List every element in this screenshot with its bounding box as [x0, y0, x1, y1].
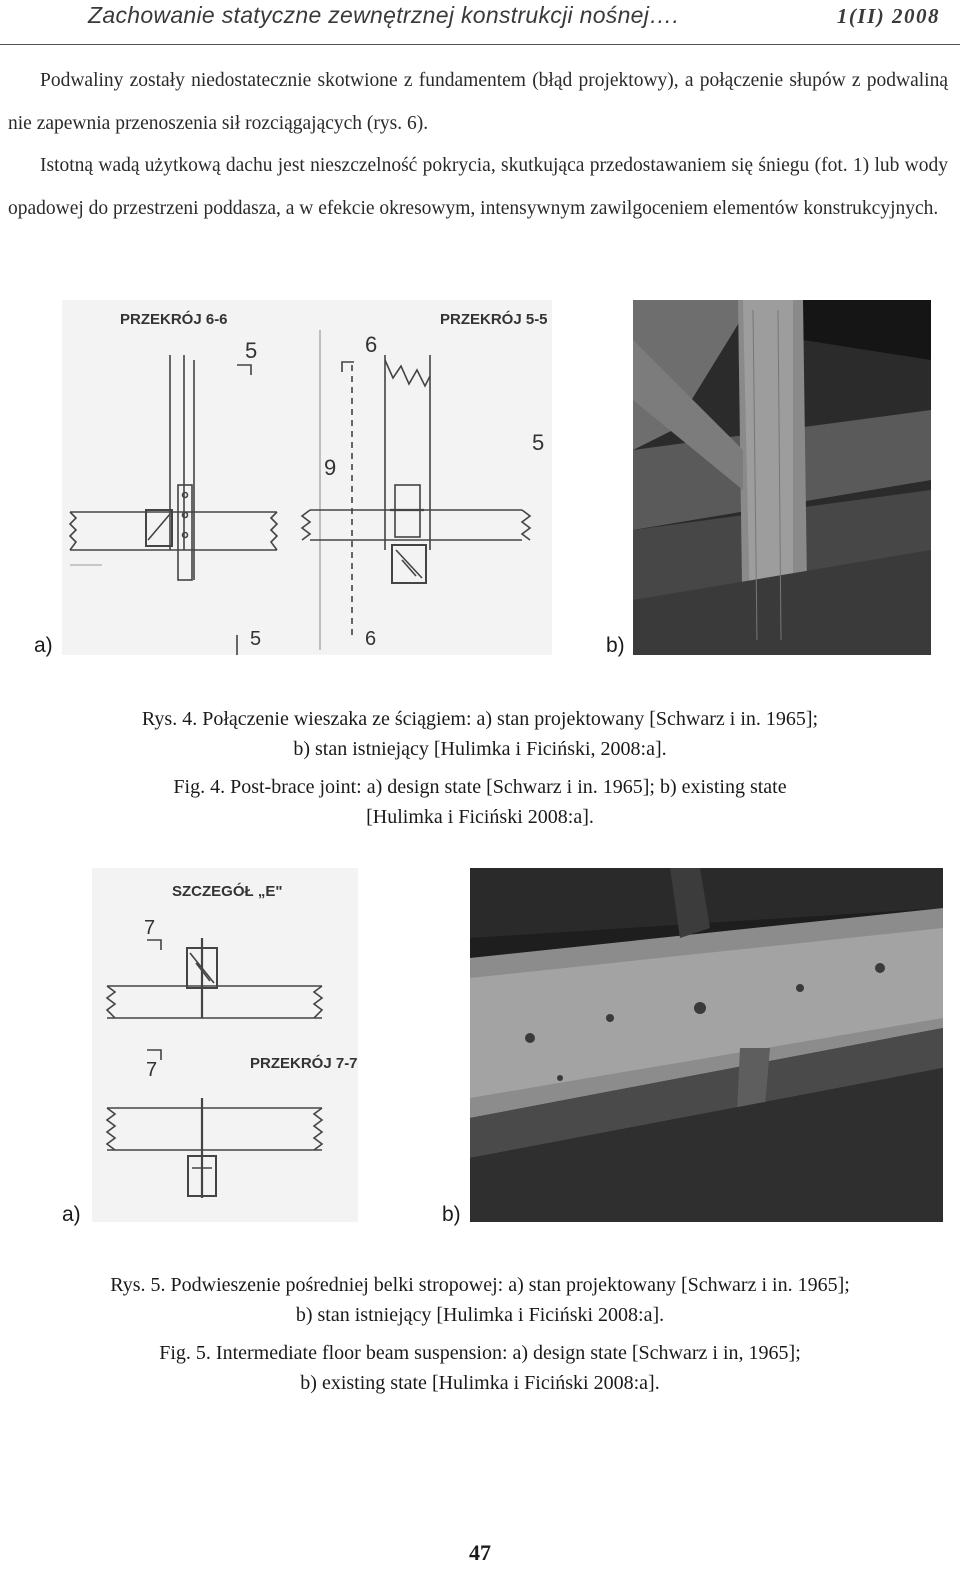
- figure-5a-drawing: [92, 868, 358, 1222]
- mark-5-right: 5: [532, 430, 545, 455]
- figure-4b-photo: [633, 300, 931, 655]
- figure-4-caption-pl: [0, 704, 960, 764]
- figure-4b-label: b): [606, 634, 625, 657]
- figure-4a-drawing: [62, 300, 552, 655]
- mark-7-top: 7: [144, 917, 156, 939]
- figure-5a-label: a): [62, 1203, 81, 1226]
- detail-e-label: SZCZEGÓŁ „E": [172, 883, 283, 900]
- section-6-6-label: PRZEKRÓJ 6-6: [120, 311, 228, 328]
- figure-5-caption-en: [0, 1338, 960, 1398]
- figure-5-caption-pl-line-2: b) stan istniejący [Hulimka i Ficiński 2008:a].: [295, 1304, 665, 1326]
- page-number: 47: [469, 1540, 491, 1565]
- figure-5-caption-en-line-1: Fig. 5. Intermediate floor beam suspension: a) design state [Schwarz i in, 1965];: [159, 1342, 801, 1364]
- issue-number: 1(II) 2008: [836, 4, 940, 28]
- figure-5a-drawing-svg: [92, 868, 358, 1222]
- figure-4-caption-pl-line-1: Rys. 4. Połączenie wieszaka ze ściągiem: a) stan projektowany [Schwarz i in. 1965];: [141, 708, 819, 730]
- paragraph-1: Podwaliny zostały niedostatecznie skotwione z fundamentem (błąd projektowy), a połączenie słupów z podwaliną nie zapewnia przenoszenia sił rozciągających (rys. 6).: [8, 70, 948, 134]
- figure-4b-photo-svg: [633, 300, 931, 655]
- paragraph-2: Istotną wadą użytkową dachu jest nieszczelność pokrycia, skutkująca przedostawaniem się śniegu (fot. 1) lub wody opadowej do przestrzeni poddasza, a w efekcie okresowym, intensywnym zawilgoceniem elementów konstrukcyjnych.: [8, 155, 948, 219]
- mark-5-top: 5: [245, 338, 258, 363]
- figure-5-caption-en-line-2: b) existing state [Hulimka i Ficiński 2008:a].: [300, 1372, 660, 1394]
- body-text: [8, 60, 948, 230]
- section-7-7-label: PRZEKRÓJ 7-7: [250, 1055, 358, 1072]
- mark-7-bottom: 7: [146, 1059, 158, 1081]
- mark-6-top: 6: [365, 332, 378, 357]
- figure-5b-photo-svg: [470, 868, 943, 1222]
- figure-4-caption-en-line-1: Fig. 4. Post-brace joint: a) design state [Schwarz i in. 1965]; b) existing state: [173, 776, 787, 798]
- figure-4-caption-en: [0, 772, 960, 832]
- mark-5-bottom: 5: [250, 628, 262, 650]
- figure-5b-photo: [470, 868, 943, 1222]
- mark-6-bottom: 6: [365, 628, 377, 650]
- figure-5-caption-pl-line-1: Rys. 5. Podwieszenie pośredniej belki stropowej: a) stan projektowany [Schwarz i in. 1965];: [110, 1274, 850, 1296]
- running-header: [0, 0, 960, 45]
- mark-9: 9: [324, 455, 337, 480]
- figure-4-caption-en-line-2: [Hulimka i Ficiński 2008:a].: [366, 806, 594, 828]
- figure-4a-label: a): [34, 634, 53, 657]
- figure-5-caption-pl: [0, 1270, 960, 1330]
- figure-4a-drawing-svg: [62, 300, 552, 655]
- figure-5b-label: b): [442, 1203, 461, 1226]
- figure-4-caption-pl-line-2: b) stan istniejący [Hulimka i Ficiński, 2008:a].: [293, 738, 667, 760]
- section-5-5-label: PRZEKRÓJ 5-5: [440, 311, 548, 328]
- running-title: Zachowanie statyczne zewnętrznej konstrukcji nośnej….: [88, 2, 680, 28]
